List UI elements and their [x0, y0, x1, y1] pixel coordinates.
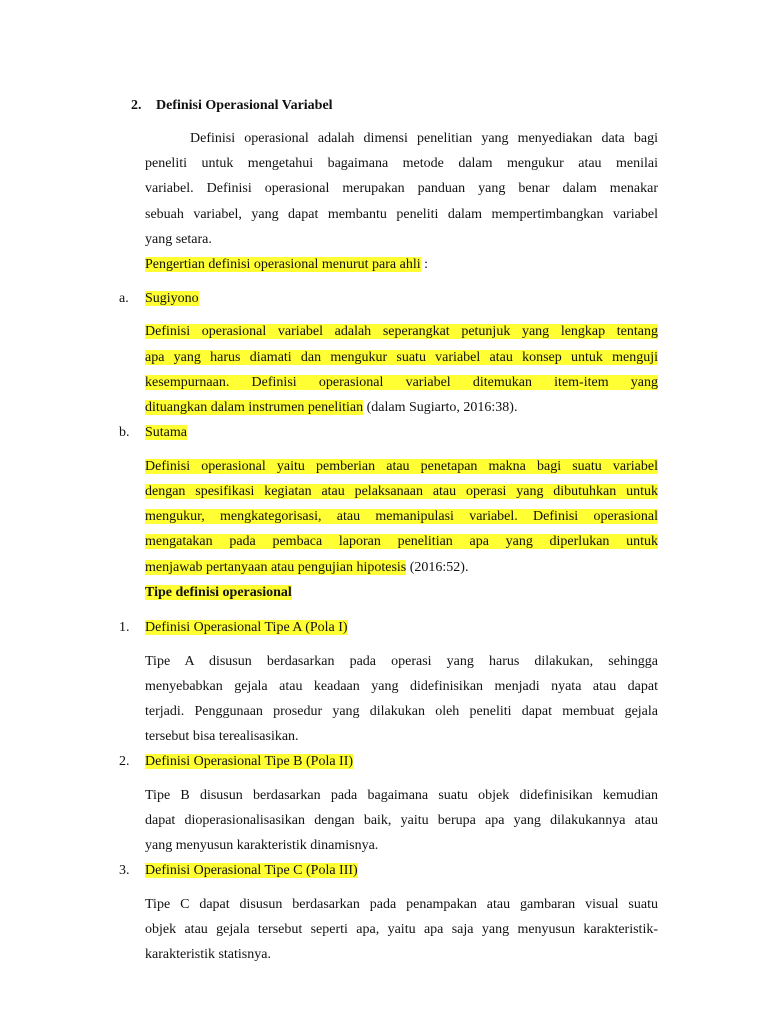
expert-definition-line — [145, 348, 658, 368]
list-marker: b. — [119, 425, 130, 440]
expert-name — [145, 289, 199, 309]
type-title-text: Definisi Operasional Tipe C (Pola III) — [145, 863, 358, 878]
highlighted-text: Definisi operasional variabel adalah seperangkat petunjuk yang lengkap tentang — [145, 324, 658, 339]
expert-definition-line — [145, 398, 517, 418]
highlighted-text: mengatakan pada pembaca laporan penelitian apa yang diperlukan untuk — [145, 534, 658, 549]
expert-definition-line — [145, 373, 658, 393]
highlighted-text: Definisi operasional yaitu pemberian atau penetapan makna bagi suatu variabel — [145, 459, 658, 474]
type-title — [145, 752, 353, 772]
type-description-line: karakteristik statisnya. — [145, 947, 271, 962]
type-description-line: tersebut bisa terealisasikan. — [145, 729, 299, 744]
expert-definition-line — [145, 507, 658, 527]
expert-definition-line — [145, 322, 658, 342]
highlighted-text: apa yang harus diamati dan mengukur suatu variabel atau konsep untuk menguji — [145, 350, 658, 365]
type-title — [145, 861, 358, 881]
expert-name — [145, 423, 187, 443]
highlighted-text: kesempurnaan. Definisi operasional variabel ditemukan item-item yang — [145, 375, 658, 390]
type-description-line: dapat dioperasionalisasikan dengan baik, yaitu berupa apa yang dilakukannya atau — [145, 813, 658, 828]
intro-line: peneliti untuk mengetahui bagaimana metode dalam mengukur atau menilai — [145, 156, 658, 171]
type-description-line: menyebabkan gejala atau keadaan yang didefinisikan menjadi nyata atau dapat — [145, 679, 658, 694]
experts-intro-text: Pengertian definisi operasional menurut para ahli — [145, 257, 421, 272]
type-description-line: Tipe C dapat disusun berdasarkan pada penampakan atau gambaran visual suatu — [145, 897, 658, 912]
expert-name-text: Sugiyono — [145, 291, 199, 306]
types-heading-text: Tipe definisi operasional — [145, 585, 292, 600]
intro-line: Definisi operasional adalah dimensi penelitian yang menyediakan data bagi — [190, 131, 658, 146]
intro-line: yang setara. — [145, 232, 212, 247]
experts-intro — [145, 255, 428, 275]
expert-name-text: Sutama — [145, 425, 187, 440]
type-description-line: terjadi. Penggunaan prosedur yang dilakukan oleh peneliti dapat membuat gejala — [145, 704, 658, 719]
expert-definition-line — [145, 558, 468, 578]
type-description-line: Tipe A disusun berdasarkan pada operasi yang harus dilakukan, sehingga — [145, 654, 658, 669]
type-description-line: yang menyusun karakteristik dinamisnya. — [145, 838, 379, 853]
list-marker: 3. — [119, 863, 130, 878]
expert-definition-line — [145, 457, 658, 477]
highlighted-text: dituangkan dalam instrumen penelitian — [145, 400, 364, 415]
highlighted-text: menjawab pertanyaan atau pengujian hipotesis — [145, 560, 407, 575]
expert-definition-line — [145, 482, 658, 502]
type-title-text: Definisi Operasional Tipe A (Pola I) — [145, 620, 348, 635]
type-title-text: Definisi Operasional Tipe B (Pola II) — [145, 754, 354, 769]
type-description-line: objek atau gejala tersebut seperti apa, yaitu apa saja yang menyusun karakteristik- — [145, 922, 658, 937]
experts-intro-colon: : — [420, 257, 429, 272]
highlighted-text: dengan spesifikasi kegiatan atau pelaksanaan atau operasi yang dibutuhkan untuk — [145, 484, 658, 499]
type-title — [145, 618, 348, 638]
types-heading — [145, 583, 292, 603]
highlighted-text: mengukur, mengkategorisasi, atau memanipulasi variabel. Definisi operasional — [145, 509, 658, 524]
intro-line: sebuah variabel, yang dapat membantu peneliti dalam mempertimbangkan variabel — [145, 207, 658, 222]
citation: (2016:52). — [406, 560, 469, 575]
section-heading: Definisi Operasional Variabel — [156, 98, 333, 113]
heading-number: 2. — [131, 98, 142, 113]
intro-line: variabel. Definisi operasional merupakan panduan yang benar dalam menakar — [145, 181, 658, 196]
citation: (dalam Sugiarto, 2016:38). — [363, 400, 518, 415]
type-description-line: Tipe B disusun berdasarkan pada bagaimana suatu objek didefinisikan kemudian — [145, 788, 658, 803]
expert-definition-line — [145, 532, 658, 552]
list-marker: 2. — [119, 754, 130, 769]
list-marker: 1. — [119, 620, 130, 635]
list-marker: a. — [119, 291, 129, 306]
